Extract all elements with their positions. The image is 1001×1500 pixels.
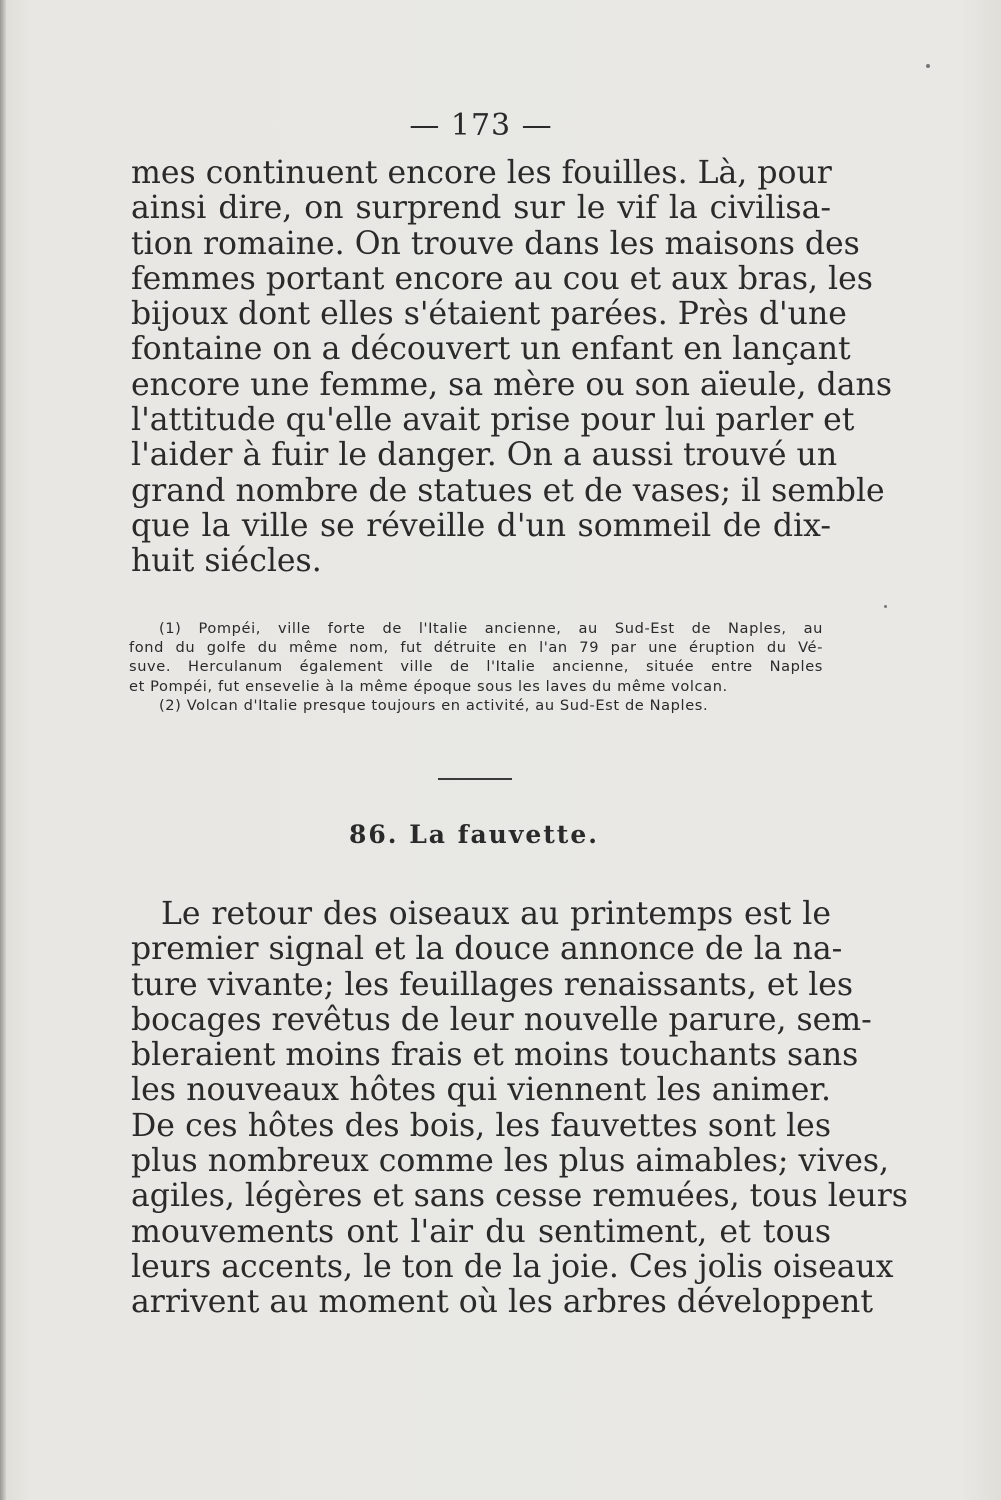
text-line: ainsi dire, on surprend sur le vif la civilisa- [131,190,831,227]
text-line: ture vivante; les feuillages renaissants, et les [131,966,854,1003]
text-line: agiles, légères et sans cesse remuées, tous leurs [131,1178,908,1215]
page-number: — 173 — [409,108,553,143]
footnote-1-line: fond du golfe du même nom, fut détruite en l'an 79 par une éruption du Vé- [129,639,823,657]
footnote-1-line: (1) Pompéi, ville forte de l'Italie ancienne, au Sud-Est de Naples, au [159,620,823,637]
paragraph-la-fauvette [131,896,908,1321]
text-line: plus nombreux comme les plus aimables; vives, [131,1143,890,1180]
text-line: huit siécles. [131,543,322,580]
footnotes [129,619,823,715]
text-line: arrivent au moment où les arbres développent [131,1284,873,1321]
page-binding-edge [0,0,6,1500]
text-line: bocages revêtus de leur nouvelle parure, sem- [131,1001,872,1038]
paper-speck [926,64,930,68]
text-line: l'aider à fuir le danger. On a aussi trouvé un [131,437,838,474]
text-line: grand nombre de statues et de vases; il semble [131,472,885,509]
section-divider [438,778,512,780]
text-line: bleraient moins frais et moins touchants sans [131,1037,859,1074]
footnote-1-line: suve. Herculanum également ville de l'Italie ancienne, située entre Naples [129,658,823,676]
text-line: De ces hôtes des bois, les fauvettes sont les [131,1107,831,1144]
text-line: bijoux dont elles s'étaient parées. Près d'une [131,296,847,333]
footnote-1-line: et Pompéi, fut ensevelie à la même époque sous les laves du même volcan. [129,677,728,695]
text-line: mes continuent encore les fouilles. Là, pour [131,155,832,191]
text-line: Le retour des oiseaux au printemps est le [161,896,831,932]
text-line: fontaine on a découvert un enfant en lançant [131,331,851,368]
text-line: femmes portant encore au cou et aux bras, les [131,260,873,297]
paper-speck [884,605,887,608]
text-line: encore une femme, sa mère ou son aïeule, dans [131,366,892,403]
text-line: l'attitude qu'elle avait prise pour lui parler et [131,402,855,439]
text-line: mouvements ont l'air du sentiment, et tous [131,1213,831,1250]
text-line: premier signal et la douce annonce de la na- [131,931,843,968]
text-line: leurs accents, le ton de la joie. Ces jolis oiseaux [131,1248,894,1285]
text-line: tion romaine. On trouve dans les maisons des [131,225,860,262]
paragraph-continuation [131,155,892,580]
section-heading: 86. La fauvette. [349,820,599,849]
footnote-2-line: (2) Volcan d'Italie presque toujours en activité, au Sud-Est de Naples. [159,696,709,714]
text-line: que la ville se réveille d'un sommeil de dix- [131,507,831,544]
text-line: les nouveaux hôtes qui viennent les animer. [131,1072,831,1109]
